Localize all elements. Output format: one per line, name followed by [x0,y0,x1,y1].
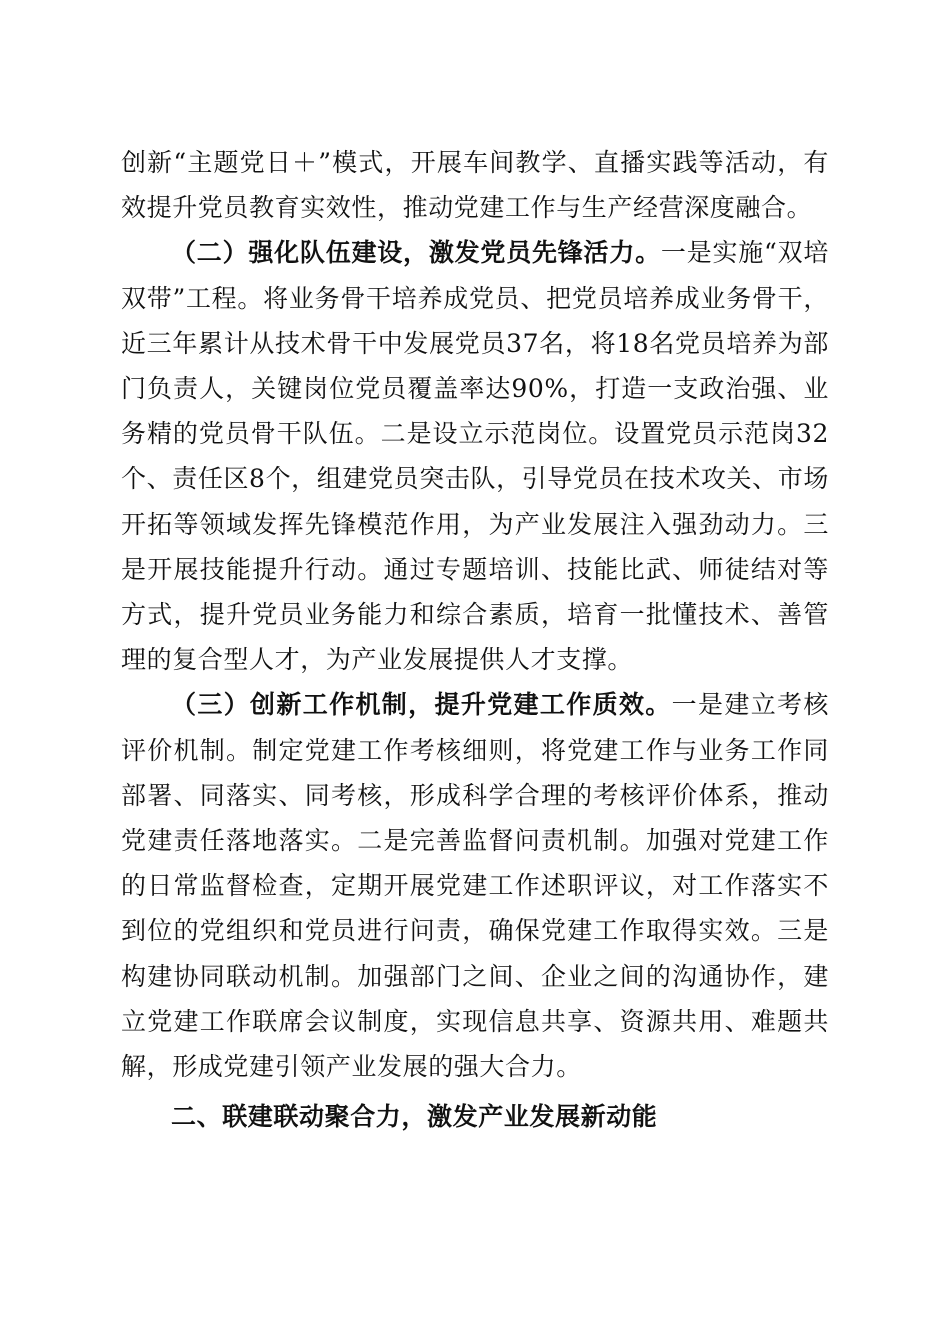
section-heading: 二、联建联动聚合力，激发产业发展新动能 [171,1102,658,1132]
paragraph-text: 一是建立考核评价机制。制定党建工作考核细则，将党建工作与业务工作同部署、同落实、同考核，形成科学合理的考核评价体系，推动党建责任落地落实。二是完善监督问责机制。加强对党建工作的日常监督检查，定期开展党建工作述职评议，对工作落实不到位的党组织和党员进行问责，确保党建工作取得实效。三是构建协同联动机制。加强部门之间、企业之间的沟通协作，建立党建工作联席会议制度，实现信息共享、资源共用、难题共解，形成党建引领产业发展的强大合力。 [121,690,829,1082]
paragraph-continuation [121,140,829,230]
paragraph-lead-heading: （三）创新工作机制，提升党建工作质效。 [171,690,672,720]
paragraph-work-mechanism [121,682,829,1089]
paragraph-lead-heading: （二）强化队伍建设，激发党员先锋活力。 [171,238,661,268]
paragraph-team-building [121,230,829,682]
paragraph-text: 创新“主题党日＋”模式，开展车间教学、直播实践等活动，有效提升党员教育实效性，推动党建工作与生产经营深度融合。 [121,148,829,223]
document-body [121,140,829,1139]
paragraph-text: 一是实施“双培双带”工程。将业务骨干培养成党员、把党员培养成业务骨干，近三年累计从技术骨干中发展党员37名，将18名党员培养为部门负责人，关键岗位党员覆盖率达90%，打造一支政治强、业务精的党员骨干队伍。二是设立示范岗位。设置党员示范岗32个、责任区8个，组建党员突击队，引导党员在技术攻关、市场开拓等领域发挥先锋模范作用，为产业发展注入强劲动力。三是开展技能提升行动。通过专题培训、技能比武、师徒结对等方式，提升党员业务能力和综合素质，培育一批懂技术、善管理的复合型人才，为产业发展提供人才支撑。 [121,238,829,675]
